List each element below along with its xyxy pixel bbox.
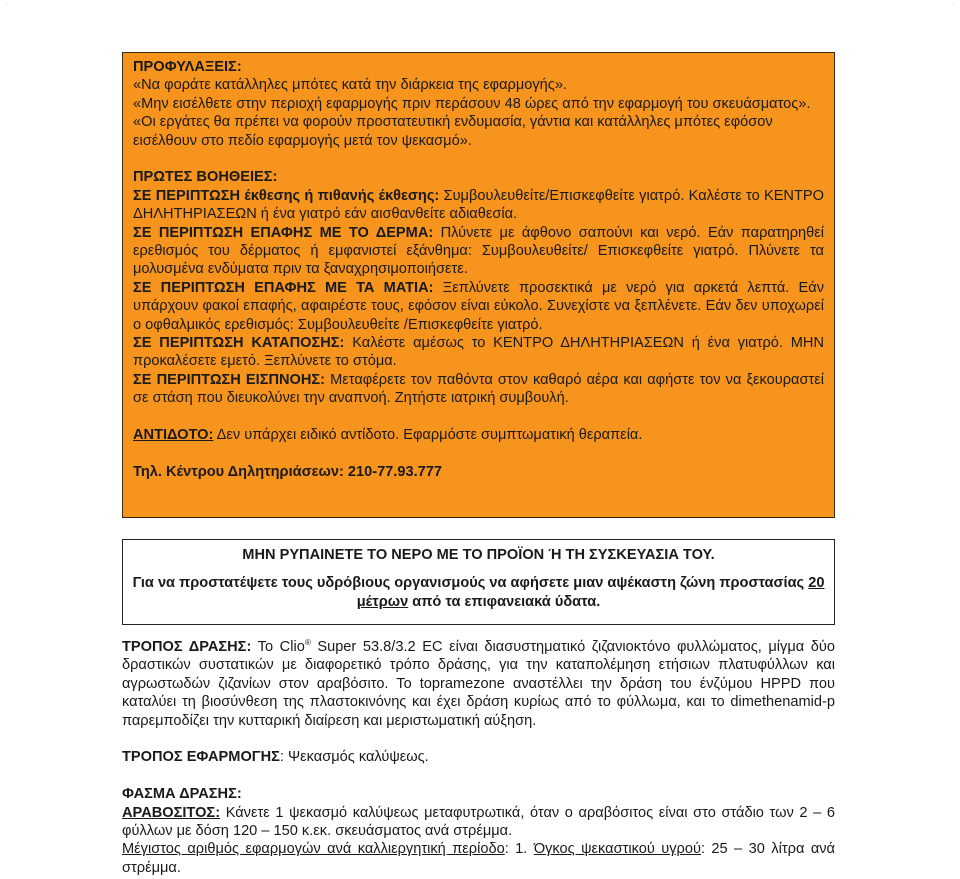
exposure-text: Συμβουλευθείτε/Επισκεφθείτε γιατρό. Καλέστε το ΚΕΝΤΡΟ ΔΗΛΗΤΗΡΙΑΣΕΩΝ ή ένα γιατρό εάν αισθανθείτε αδιαθεσία. (133, 187, 824, 223)
crop-label: ΑΡΑΒΟΣΙΤΟΣ: (122, 804, 221, 821)
first-aid-inhale (133, 371, 824, 408)
buffer-zone-text-end: από τα επιφανειακά ύδατα. (412, 593, 601, 610)
swallow-label: ΣΕ ΠΕΡΙΠΤΩΣΗ ΚΑΤΑΠΟΣΗΣ: (133, 335, 345, 352)
precautions-title: ΠΡΟΦΥΛΑΞΕΙΣ: (133, 59, 242, 75)
water-warning-line: ΜΗΝ ΡΥΠΑΙΝΕΤΕ ΤΟ ΝΕΡΟ ΜΕ ΤΟ ΠΡΟΪΟΝ Ή ΤΗ ΣΥΣΚΕΥΑΣΙΑ ΤΟΥ. (242, 547, 715, 563)
spectrum-limits (122, 840, 835, 877)
inhale-label: ΣΕ ΠΕΡΙΠΤΩΣΗ ΕΙΣΠΝΟΗΣ: (133, 371, 326, 388)
water-warning-box (122, 539, 835, 625)
inhale-text: Μεταφέρετε τον παθόντα στον καθαρό αέρα και αφήστε τον να ξεκουραστεί σε στάση που διευκολύνει την αναπνοή. Ζητήστε ιατρική συμβουλή. (133, 371, 824, 407)
skin-label: ΣΕ ΠΕΡΙΠΤΩΣΗ ΕΠΑΦΗΣ ΜΕ ΤΟ ΔΕΡΜΑ: (133, 224, 434, 241)
mode-of-action-text: Super 53.8/3.2 EC είναι διασυστηματικό ζιζανιοκτόνο φυλλώματος, μίγμα δύο δραστικών συστατικών με διαφορετικό τρόπο δράσης, για την καταπολέμηση ετήσιων πλατυφύλλων και αγρωστωδών ζιζανίων στον αραβόσιτο. Το topramezone αναστέλλει την δράση του ένζύμου HPPD που καταλύει τη βιοσύνθεση της πλαστοκινόνης και έχει δράση κυρίως από το φύλλωμα, και το dimethenamid-p παρεμποδίζει την κυτταρική διαίρεση και μεριστωματική αύξηση. (122, 639, 835, 729)
product-info (122, 638, 835, 877)
max-applications-value: : 1. (504, 841, 528, 858)
buffer-zone-text: Για να προστατέψετε τους υδρόβιους οργανισμούς να αφήσετε μιαν αψέκαστη ζώνη προστασίας (132, 575, 805, 592)
safety-info-box (122, 52, 835, 518)
first-aid-swallow (133, 334, 824, 371)
buffer-zone-distance: 20 μέτρων (356, 575, 825, 610)
precaution-line: «Οι εργάτες θα πρέπει να φορούν προστατευτική ενδυμασία, γάντια και κατάλληλες μπότες εφόσον εισέλθουν στο πεδίο εφαρμογής μετά τον ψεκασμό». (133, 114, 773, 149)
crop-text: Κάνετε 1 ψεκασμό καλύψεως μεταφυτρωτικά, όταν ο αραβόσιτος είναι στο στάδιο των 2 – 6 φύλλων με δόση 120 – 150 κ.εκ. σκευάσματος ανά στρέμμα. (122, 804, 835, 840)
poison-center-phone: Τηλ. Κέντρου Δηλητηριάσεων: 210-77.93.777 (133, 463, 442, 480)
first-aid-exposure (133, 187, 824, 224)
page-corner-mark: · (952, 2, 954, 8)
spray-volume-label: Όγκος ψεκαστικού υγρού (533, 841, 701, 858)
exposure-label: ΣΕ ΠΕΡΙΠΤΩΣΗ έκθεσης ή πιθανής έκθεσης: (133, 187, 440, 204)
application-mode-label: ΤΡΟΠΟΣ ΕΦΑΡΜΟΓΗΣ (122, 749, 280, 766)
first-aid-eyes (133, 279, 824, 334)
product-name: Το Clio (257, 639, 305, 655)
mode-of-action (122, 638, 835, 730)
buffer-zone-line (123, 574, 834, 611)
eyes-label: ΣΕ ΠΕΡΙΠΤΩΣΗ ΕΠΑΦΗΣ ΜΕ ΤΑ ΜΑΤΙΑ: (133, 279, 434, 296)
precaution-line: «Μην εισέλθετε στην περιοχή εφαρμογής πριν περάσουν 48 ώρες από την εφαρμογή του σκευάσματος». (133, 95, 811, 112)
spectrum-title: ΦΑΣΜΑ ΔΡΑΣΗΣ: (122, 786, 242, 803)
registered-mark: ® (304, 638, 311, 648)
antidote (133, 426, 824, 444)
eyes-text: Ξεπλύνετε προσεκτικά με νερό για αρκετά λεπτά. Εάν υπάρχουν φακοί επαφής, αφαιρέστε τους, εφόσον είναι εύκολο. Συνεχίστε να ξεπλένετε. Εάν δεν υποχωρεί ο οφθαλμικός ερεθισμός: Συμβουλευθείτε /Επισκεφθείτε γιατρό. (133, 279, 825, 333)
antidote-text: Δεν υπάρχει ειδικό αντίδοτο. Εφαρμόστε συμπτωματική θεραπεία. (216, 427, 643, 444)
antidote-label: ΑΝΤΙΔΟΤΟ: (133, 427, 214, 444)
spectrum-crop (122, 804, 835, 841)
precaution-line: «Να φοράτε κατάλληλες μπότες κατά την διάρκεια της εφαρμογής». (133, 77, 567, 94)
swallow-text: Καλέστε αμέσως το ΚΕΝΤΡΟ ΔΗΛΗΤΗΡΙΑΣΕΩΝ ή ένα γιατρό. ΜΗΝ προκαλέσετε εμετό. Ξεπλύνετε το στόμα. (133, 335, 824, 370)
application-mode-text: : Ψεκασμός καλύψεως. (279, 749, 429, 766)
application-mode (122, 748, 835, 766)
mode-of-action-label: ΤΡΟΠΟΣ ΔΡΑΣΗΣ: (122, 639, 252, 655)
spray-volume-value: : 25 – 30 λίτρα ανά στρέμμα. (122, 841, 835, 876)
first-aid-title: ΠΡΩΤΕΣ ΒΟΗΘΕΙΕΣ: (133, 169, 278, 186)
first-aid-skin (133, 224, 824, 279)
page-corner-mark: · (6, 2, 8, 8)
skin-text: Πλύνετε με άφθονο σαπούνι και νερό. Εάν παρατηρηθεί ερεθισμός του δέρματος ή εμφανιστεί εξάνθημα: Συμβουλευθείτε/ Επισκεφθείτε γιατρό. Πλύνετε τα μολυσμένα ενδύματα πριν τα ξαναχρησιμοποιήσετε. (133, 224, 824, 278)
max-applications-label: Μέγιστος αριθμός εφαρμογών ανά καλλιεργητική περίοδο (122, 841, 505, 858)
